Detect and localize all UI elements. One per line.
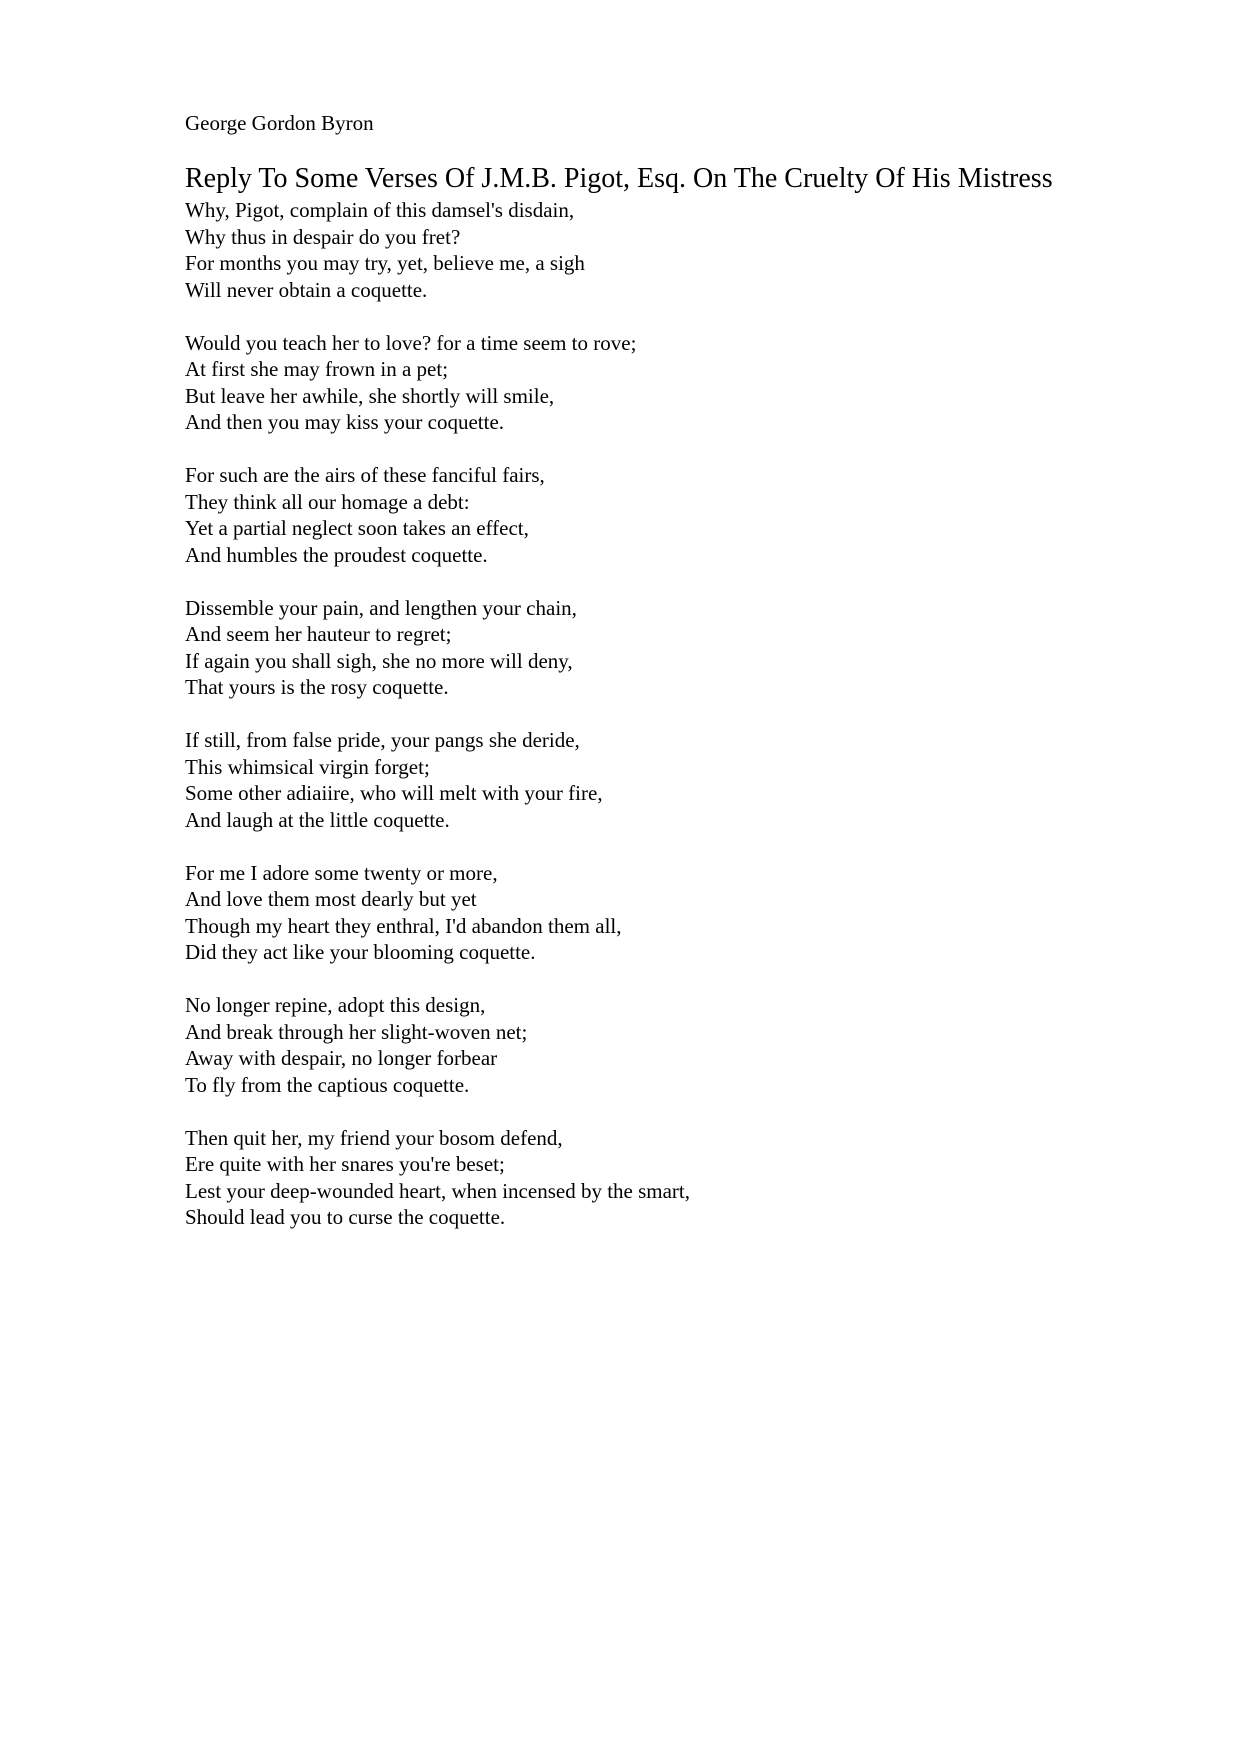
poem-line: But leave her awhile, she shortly will smile, [185, 383, 555, 408]
stanza [185, 462, 1185, 568]
stanza [185, 1125, 1185, 1231]
stanza [185, 727, 1185, 833]
poem-line: Why thus in despair do you fret? [185, 224, 461, 249]
poem-line: Yet a partial neglect soon takes an effect, [185, 516, 529, 540]
poem-line: Will never obtain a coquette. [185, 277, 428, 302]
poem-line: Away with despair, no longer forbear [185, 1046, 498, 1070]
poem-line: Why, Pigot, complain of this damsel's disdain, [185, 198, 575, 222]
poem-line: And seem her hauteur to regret; [185, 622, 452, 646]
poem-line: Though my heart they enthral, I'd abandon them all, [185, 913, 622, 938]
poem-line: No longer repine, adopt this design, [185, 993, 486, 1017]
stanza [185, 330, 1185, 436]
poem-line: If again you shall sigh, she no more will deny, [185, 648, 573, 673]
poem-line: To fly from the captious coquette. [185, 1072, 470, 1097]
poem-line: Ere quite with her snares you're beset; [185, 1152, 505, 1176]
poem-line: And break through her slight-woven net; [185, 1019, 528, 1044]
poem-line: Would you teach her to love? for a time seem to rove; [185, 330, 637, 355]
poem-line: And humbles the proudest coquette. [185, 542, 488, 567]
poem-line: If still, from false pride, your pangs she deride, [185, 728, 580, 752]
poem-line: Should lead you to curse the coquette. [185, 1205, 506, 1229]
poem-line: And then you may kiss your coquette. [185, 410, 505, 434]
poem-line: For months you may try, yet, believe me, a sigh [185, 251, 585, 275]
stanza [185, 595, 1185, 701]
poem-line: That yours is the rosy coquette. [185, 675, 449, 699]
author-name: George Gordon Byron [185, 111, 374, 135]
stanza [185, 197, 1185, 303]
poem-title: Reply To Some Verses Of J.M.B. Pigot, Esq. On The Cruelty Of His Mistress [185, 163, 1053, 194]
poem-line: Dissemble your pain, and lengthen your chain, [185, 595, 577, 620]
poem-line: And love them most dearly but yet [185, 887, 477, 911]
poem-line: This whimsical virgin forget; [185, 754, 430, 779]
poem-line: Some other adiaiire, who will melt with your fire, [185, 781, 603, 805]
poem-body [185, 197, 1185, 1257]
poem-line: Then quit her, my friend your bosom defend, [185, 1125, 563, 1150]
poem-line: They think all our homage a debt: [185, 489, 470, 514]
poem-line: Lest your deep-wounded heart, when incensed by the smart, [185, 1178, 691, 1203]
stanza [185, 992, 1185, 1098]
poem-line: And laugh at the little coquette. [185, 807, 450, 832]
poem-line: For me I adore some twenty or more, [185, 860, 498, 885]
stanza [185, 860, 1185, 966]
poem-line: For such are the airs of these fanciful fairs, [185, 463, 545, 487]
poem-line: Did they act like your blooming coquette. [185, 940, 536, 964]
poem-line: At first she may frown in a pet; [185, 357, 449, 381]
